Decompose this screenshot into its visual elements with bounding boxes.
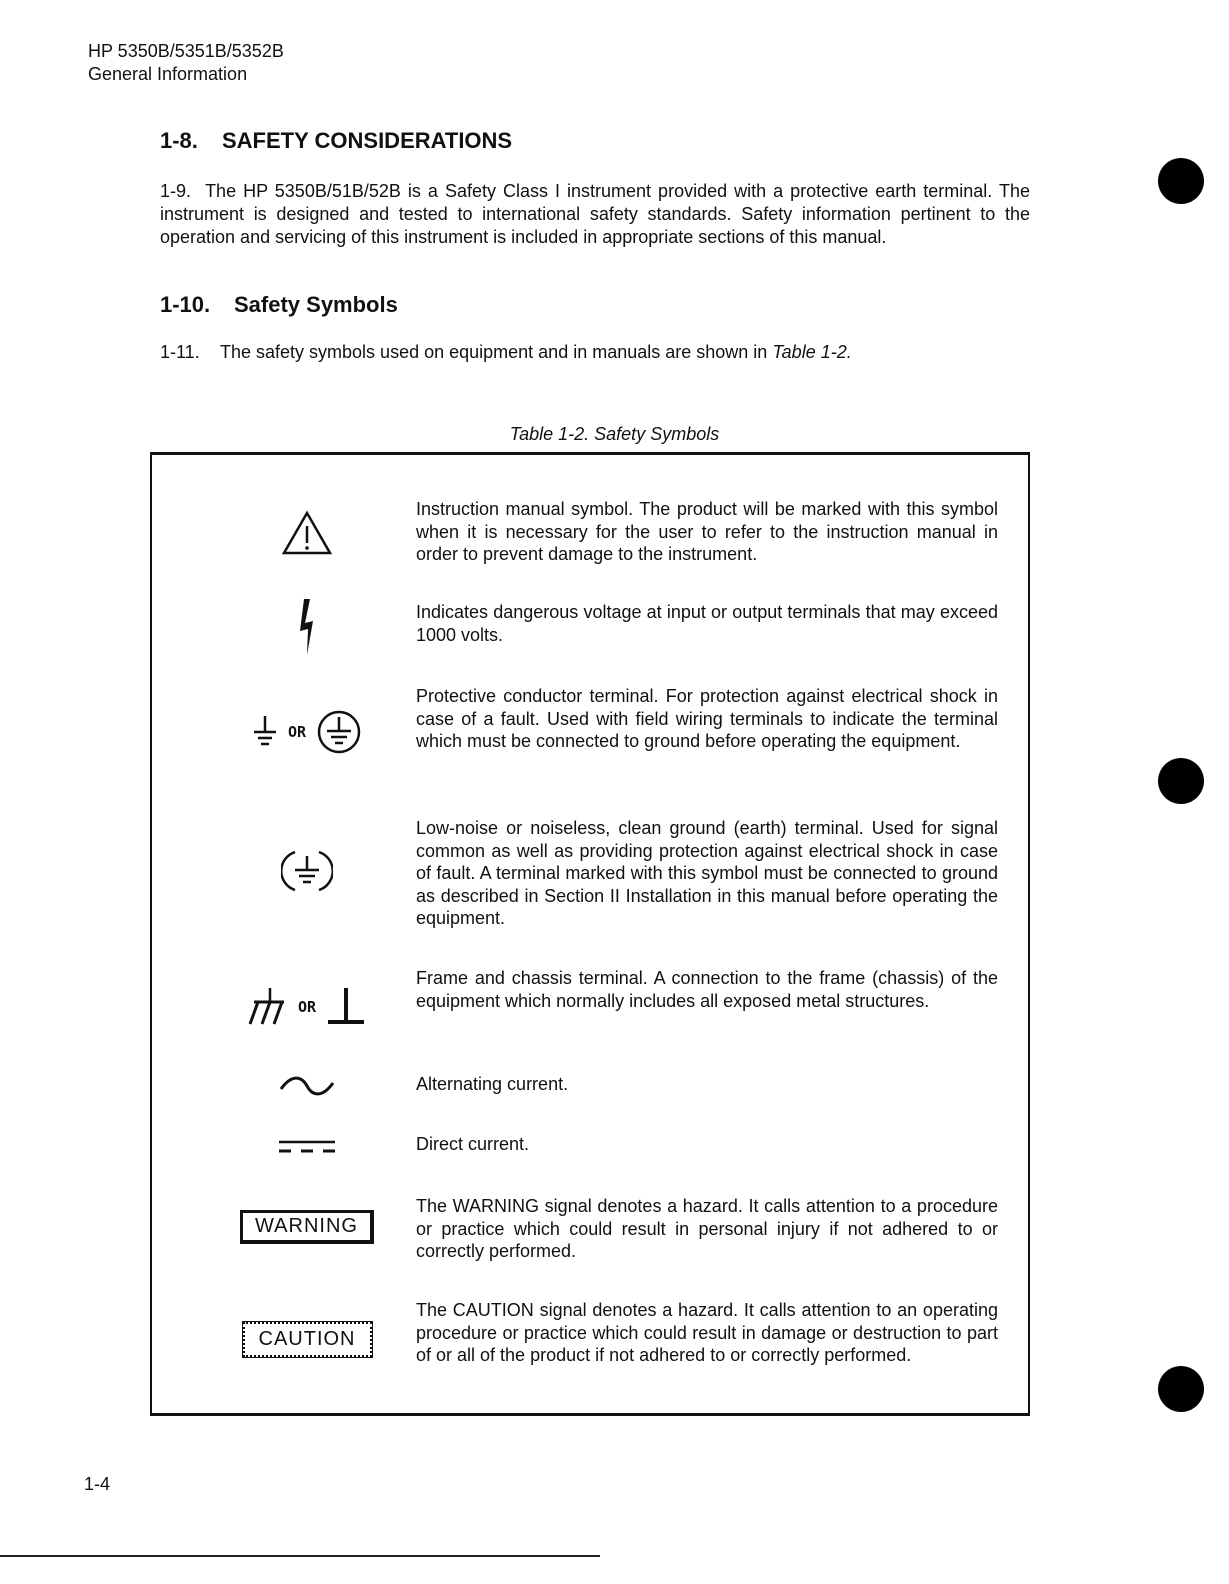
paragraph-1-9 xyxy=(160,180,1030,249)
paragraph-number: 1-11. xyxy=(160,342,200,362)
clean-ground-icon xyxy=(192,841,422,901)
section-heading-safety-considerations xyxy=(160,128,512,154)
ground-icon xyxy=(252,712,278,752)
caution-label-text: CAUTION xyxy=(243,1322,372,1357)
section-title: Safety Symbols xyxy=(234,292,398,317)
row-description: Indicates dangerous voltage at input or output terminals that may exceed 1000 volts. xyxy=(416,602,998,645)
row-description: Alternating current. xyxy=(416,1074,569,1094)
paragraph-text: The safety symbols used on equipment and in manuals are shown in xyxy=(220,342,768,362)
row-description: Low-noise or noiseless, clean ground (earth) terminal. Used for signal common as well as providing protection against electrical shock in case of fault. A terminal marked with this symbol must be connected to ground as described in Section II Installation in this manual before operating the equipment. xyxy=(416,818,998,928)
or-label: OR xyxy=(297,998,317,1016)
row-description: Protective conductor terminal. For protection against electrical shock in case of a fault. Used with field wiring terminals to indicate the terminal which must be connected to ground before operating the equipment. xyxy=(416,686,998,751)
section-heading-safety-symbols xyxy=(160,292,398,318)
triangle-warning-icon xyxy=(192,503,422,563)
row-description: Frame and chassis terminal. A connection to the frame (chassis) of the equipment which normally includes all exposed metal structures. xyxy=(416,968,998,1011)
or-label: OR xyxy=(287,723,307,741)
frame-icon xyxy=(248,984,288,1030)
row-description: Instruction manual symbol. The product will be marked with this symbol when it is necessary for the user to refer to the instruction manual in order to prevent damage to the instrument. xyxy=(416,499,998,564)
warning-label-text: WARNING xyxy=(240,1210,374,1244)
lightning-bolt-icon xyxy=(192,595,422,659)
paragraph-number: 1-9. xyxy=(160,181,192,201)
safety-symbols-table xyxy=(150,452,1030,1416)
bottom-rule xyxy=(0,1555,600,1557)
section-title: SAFETY CONSIDERATIONS xyxy=(222,128,513,153)
section-number: 1-8. xyxy=(160,128,198,153)
running-header xyxy=(88,40,284,86)
warning-label xyxy=(192,1199,422,1255)
section-number: 1-10. xyxy=(160,292,211,317)
row-description: Direct current. xyxy=(416,1134,530,1154)
header-model: HP 5350B/5351B/5352B xyxy=(88,41,284,61)
page-number: 1-4 xyxy=(84,1474,111,1494)
protective-earth-icon xyxy=(192,697,422,767)
paragraph-text: The HP 5350B/51B/52B is a Safety Class I instrument provided with a protective earth terminal. The instrument is designed and tested to international safety standards. Safety information pertinent to the operation and servicing of this instrument is included in appropriate sections of this manual. xyxy=(160,181,1030,247)
row-description: The WARNING signal denotes a hazard. It calls attention to a procedure or practice which could result in personal injury if not adhered to or correctly performed. xyxy=(416,1196,998,1261)
punch-hole xyxy=(1158,158,1204,204)
alternating-current-icon xyxy=(192,1069,422,1103)
circled-ground-icon xyxy=(316,709,362,755)
table-caption: Table 1-2. Safety Symbols xyxy=(509,424,720,444)
paragraph-1-11 xyxy=(160,342,852,363)
punch-hole xyxy=(1158,1366,1204,1412)
table-reference: Table 1-2. xyxy=(772,342,852,362)
header-section: General Information xyxy=(88,64,248,84)
punch-hole xyxy=(1158,758,1204,804)
caution-label xyxy=(192,1309,422,1369)
chassis-icon xyxy=(326,984,366,1030)
direct-current-icon xyxy=(192,1129,422,1163)
chassis-ground-icon xyxy=(192,977,422,1037)
row-description: The CAUTION signal denotes a hazard. It calls attention to an operating procedure or practice which could result in damage or destruction to part of or all of the product if not adhered to or correctly performed. xyxy=(416,1300,998,1365)
